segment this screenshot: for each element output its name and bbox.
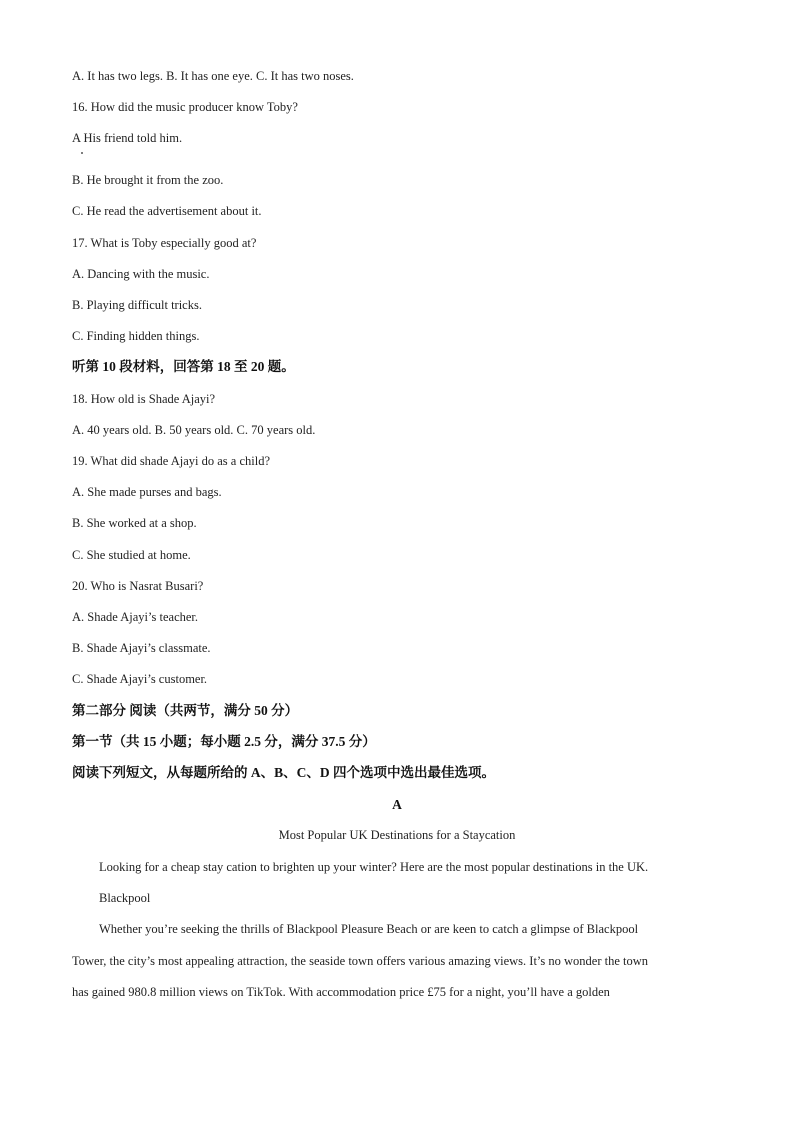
q16-option-b: B. He brought it from the zoo. [72, 173, 224, 187]
reading-section-title: 第一节（共 15 小题；每小题 2.5 分，满分 37.5 分） [72, 734, 376, 749]
passage-intro: Looking for a cheap stay cation to brighten up your winter? Here are the most popular destinations in the UK. [99, 860, 649, 874]
q19-question: 19. What did shade Ajayi do as a child? [72, 454, 270, 468]
q18-options: A. 40 years old. B. 50 years old. C. 70 years old. [72, 423, 316, 437]
q16-question: 16. How did the music producer know Toby? [72, 100, 298, 114]
q17-option-c: C. Finding hidden things. [72, 329, 200, 343]
q17-question: 17. What is Toby especially good at? [72, 236, 257, 250]
reading-instruction: 阅读下列短文，从每题所给的 A、B、C、D 四个选项中选出最佳选项。 [72, 765, 496, 780]
q18-question: 18. How old is Shade Ajayi? [72, 392, 216, 406]
passage-paragraph-line: has gained 980.8 million views on TikTok. With accommodation price £75 for a night, you’ll have a golden [72, 985, 610, 999]
q20-option-c: C. Shade Ajayi’s customer. [72, 672, 208, 686]
stray-dot [81, 152, 83, 154]
passage-title: Most Popular UK Destinations for a Staycation [278, 828, 516, 842]
reading-part-title: 第二部分 阅读（共两节，满分 50 分） [72, 703, 299, 718]
passage-paragraph-line: Whether you’re seeking the thrills of Blackpool Pleasure Beach or are keen to catch a glimpse of Blackpool [99, 922, 639, 936]
passage-paragraph-line: Tower, the city’s most appealing attraction, the seaside town offers various amazing views. It’s no wonder the town [72, 954, 649, 968]
q20-option-a: A. Shade Ajayi’s teacher. [72, 610, 199, 624]
q16-option-c: C. He read the advertisement about it. [72, 204, 262, 218]
q17-option-b: B. Playing difficult tricks. [72, 298, 202, 312]
q17-option-a: A. Dancing with the music. [72, 267, 210, 281]
q19-option-b: B. She worked at a shop. [72, 516, 197, 530]
q19-option-c: C. She studied at home. [72, 548, 191, 562]
q20-question: 20. Who is Nasrat Busari? [72, 579, 204, 593]
q15-options: A. It has two legs. B. It has one eye. C. It has two noses. [72, 69, 354, 83]
q19-option-a: A. She made purses and bags. [72, 485, 222, 499]
q20-option-b: B. Shade Ajayi’s classmate. [72, 641, 211, 655]
q16-option-a: A His friend told him. [72, 131, 183, 145]
passage-subheading: Blackpool [99, 891, 151, 905]
passage-letter: A [392, 797, 402, 812]
section10-header: 听第 10 段材料，回答第 18 至 20 题。 [72, 359, 295, 374]
